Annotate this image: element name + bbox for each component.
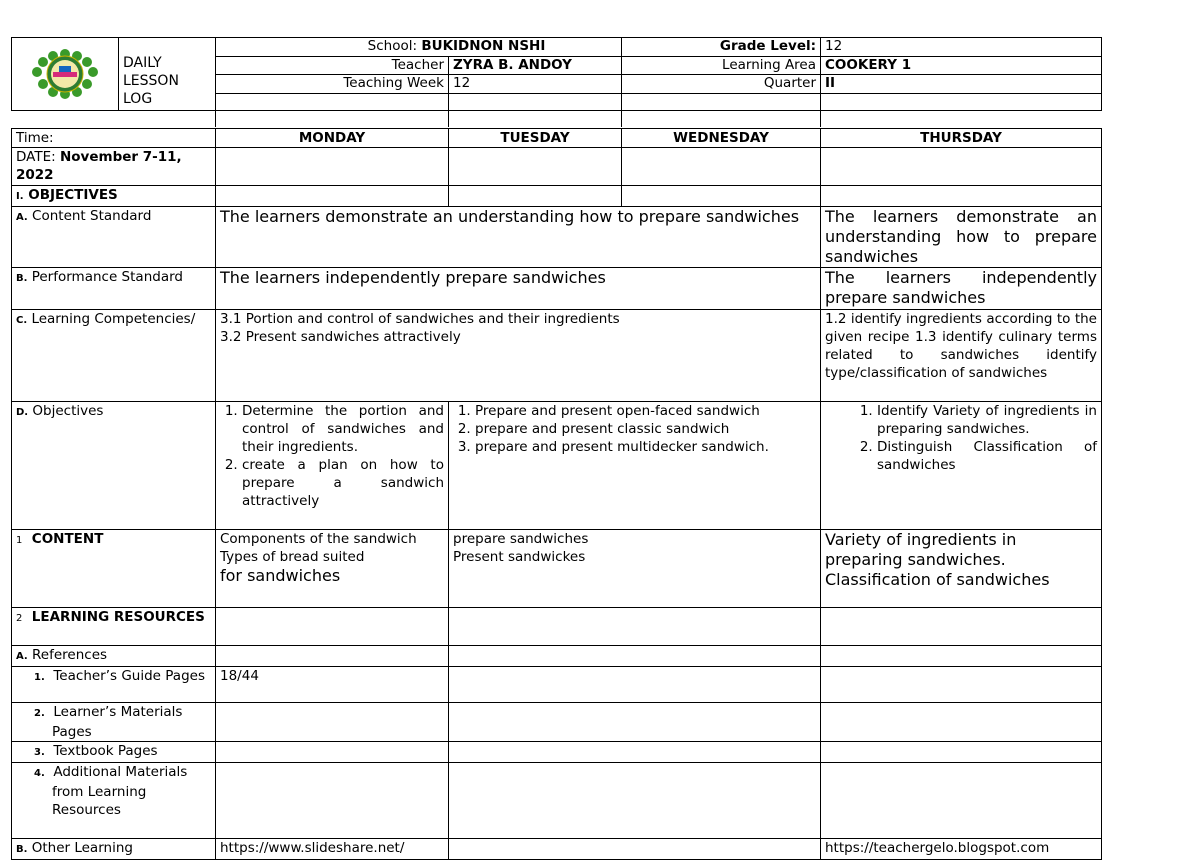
week-value: 12: [449, 75, 622, 94]
learning-resources-heading: 2 LEARNING RESOURCES: [12, 608, 216, 646]
area-value: COOKERY 1: [821, 56, 1102, 75]
content-standard-thu: The learners demonstrate an understanding how to prepare sandwiches: [821, 207, 1102, 268]
date-field: DATE: November 7-11, 2022: [12, 148, 216, 186]
performance-standard-mon-wed: The learners independently prepare sandwiches: [216, 268, 821, 310]
week-label: Teaching Week: [216, 75, 449, 94]
teacher-label: Teacher: [216, 56, 449, 75]
logo-cell: [12, 38, 119, 111]
header-table: [11, 37, 1102, 111]
other-resources-label: B. Other Learning: [12, 839, 216, 860]
objectives-d-label: D. Objectives: [12, 402, 216, 530]
references-label: A. References: [12, 646, 216, 667]
school-seal-logo: [12, 38, 118, 110]
additional-materials-label: 4. Additional Materials from Learning Resources: [12, 763, 216, 839]
objectives-heading: I. OBJECTIVES: [12, 186, 216, 207]
content-heading: 1 CONTENT: [12, 530, 216, 608]
content-standard-mon-wed: The learners demonstrate an understanding how to prepare sandwiches: [216, 207, 821, 268]
day-tuesday: TUESDAY: [449, 129, 622, 148]
day-thursday: THURSDAY: [821, 129, 1102, 148]
other-resources-thursday: https://teachergelo.blogspot.com: [821, 839, 1102, 860]
school-field: School: BUKIDNON NSHI: [216, 38, 622, 57]
quarter-label: Quarter: [622, 75, 821, 94]
objectives-tue-wed: 1. Prepare and present open-faced sandwich 2. prepare and present classic sandwich 3. prepare and present multidecker sandwich.: [449, 402, 821, 530]
spacer-table: [11, 109, 1101, 127]
content-thursday: Variety of ingredients in preparing sandwiches. Classification of sandwiches: [821, 530, 1102, 608]
teacher-value: ZYRA B. ANDOY: [449, 56, 622, 75]
other-resources-monday: https://www.slideshare.net/: [216, 839, 449, 860]
objectives-thursday: 1. Identify Variety of ingredients in preparing sandwiches. 2. Distinguish Classification of sandwiches: [821, 402, 1102, 530]
grade-value: 12: [821, 38, 1102, 57]
teachers-guide-label: 1. Teacher’s Guide Pages: [12, 667, 216, 703]
content-monday: Components of the sandwich Types of bread suited for sandwiches: [216, 530, 449, 608]
performance-standard-thu: The learners independently prepare sandwiches: [821, 268, 1102, 310]
time-label: Time:: [12, 129, 216, 148]
day-monday: MONDAY: [216, 129, 449, 148]
competencies-label: C. Learning Competencies/: [12, 310, 216, 402]
teachers-guide-monday: 18/44: [216, 667, 449, 703]
textbook-pages-label: 3. Textbook Pages: [12, 742, 216, 763]
competencies-thu: 1.2 identify ingredients according to the given recipe 1.3 identify culinary terms related to sandwiches identify type/classification of sandwiches: [821, 310, 1102, 402]
competencies-mon-wed: 3.1 Portion and control of sandwiches and their ingredients 3.2 Present sandwiches attractively: [216, 310, 821, 402]
lesson-log-table: [11, 128, 1102, 860]
dll-title: DAILY LESSON LOG: [119, 38, 216, 111]
performance-standard-label: B. Performance Standard: [12, 268, 216, 310]
quarter-value: II: [821, 75, 1102, 94]
area-label: Learning Area: [622, 56, 821, 75]
objectives-monday: 1. Determine the portion and control of sandwiches and their ingredients. 2. create a plan on how to prepare a sandwich attractively: [216, 402, 449, 530]
learners-materials-label: 2. Learner’s Materials Pages: [12, 703, 216, 742]
content-standard-label: A. Content Standard: [12, 207, 216, 268]
day-wednesday: WEDNESDAY: [622, 129, 821, 148]
content-tue-wed: prepare sandwiches Present sandwickes: [449, 530, 821, 608]
grade-label: Grade Level:: [622, 38, 821, 57]
